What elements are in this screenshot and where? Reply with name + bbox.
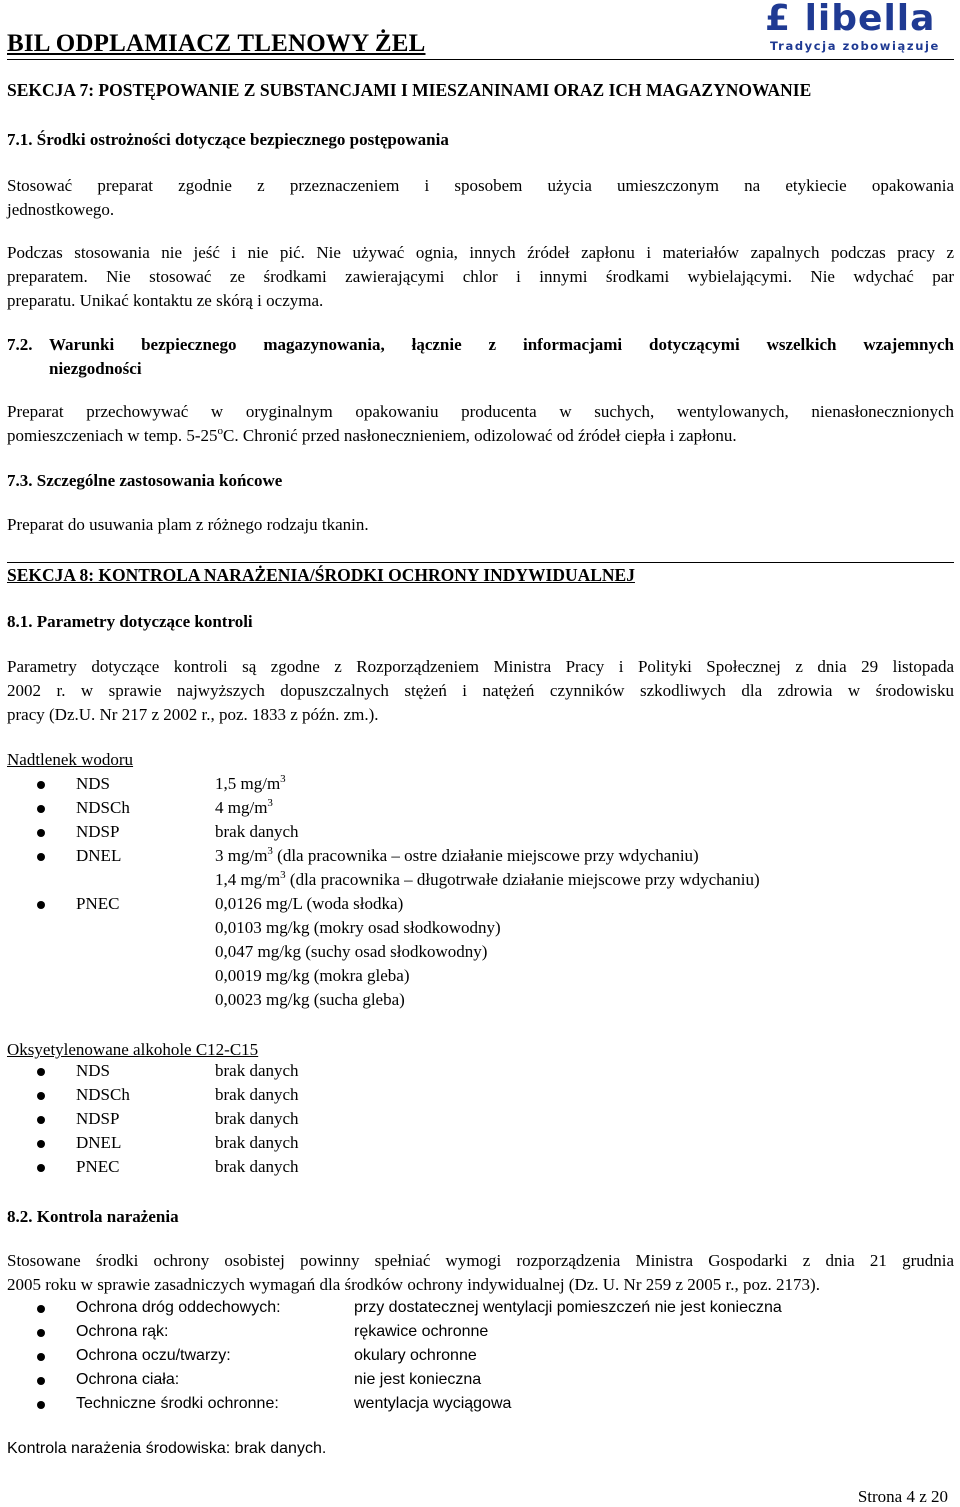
- substance-1-title: Nadtlenek wodoru: [7, 750, 134, 769]
- section-7-1-title: 7.1. Środki ostrożności dotyczące bezpiecznego postępowania: [7, 130, 449, 149]
- bullet-icon: [37, 1329, 45, 1337]
- bullet-icon: [37, 1164, 45, 1172]
- bullet-icon: [37, 781, 45, 789]
- document-page: BIL ODPLAMIACZ TLENOWY ŻEL £ libella Tradycja zobowiązuje SEKCJA 7: POSTĘPOWANIE Z SUBSTANCJAMI I MIESZANINAMI ORAZ ICH MAGAZYNOWANIE 7.1. Środki ostrożności dotyczące bezpiecznego postępowania Stosować preparat zgodnie z przeznaczeniem i sposobem użycia umieszczonym na etykiecie opakowania jednostkowego. Podczas stosowania nie jeść i nie pić. Nie używać ognia, innych źródeł zapłonu i materiałów zapalnych podczas pracy z preparatem. Nie stosować ze środkami zawierającymi chlor i innymi środkami wybielającymi. Nie wdychać par preparatu. Unikać kontaktu ze skórą i oczyma. 7.2. Warunki bezpiecznego magazynowania, łącznie z informacjami dotyczącymi wszelkich wzajemnych niezgodności Preparat przechowywać w oryginalnym opakowaniu producenta w suchych, wentylowanych, nienasłonecznionych pomieszczeniach w temp. 5-25$^o$C. Chronić przed nasłonecznieniem, odizolować od źródeł ciepła i zapłonu. 7.3. Szczególne zastosowania końcowe Preparat do usuwania plam z różnego rodzaju tkanin. SEKCJA 8: KONTROLA NARAŻENIA/ŚRODKI OCHRONY INDYWIDUALNEJ 8.1. Parametry dotyczące kontroli Parametry dotyczące kontroli są zgodne z Rozporządzeniem Ministra Pracy i Polityki Społecznej z dnia 29 listopada 2002 r. w sprawie najwyższych dopuszczalnych stężeń i natężeń czynników szkodliwych dla zdrowia w środowisku pracy (Dz.U. Nr 217 z 2002 r., poz. 1833 z późn. zm.). Nadtlenek wodoru NDS 1,5 $mg/m^3$ NDSCh 4 $mg/m^3$ NDSP brak danych DNEL 3 $mg/m^3$ (dla pracownika – ostre działanie miejscowe przy wdychaniu) 1,4 $mg/m^3$ (dla pracownika – długotrwałe działanie miejscowe przy wdychaniu) PNEC 0,0126 mg/L (woda słodka) 0,0103 mg/kg (mokry osad słodkowodny) 0,047 mg/kg (suchy osad słodkowodny) 0,0019 mg/kg (mokra gleba) 0,0023 mg/kg (sucha gleba) Oksyetylenowane alkohole C12-C15 NDS brak danych NDSCh brak danych NDSP brak danych DNEL brak danych PNEC brak danych 8.2. Kontrola narażenia Stosowane środki ochrony osobistej powinny spełniać wymogi rozporządzenia Ministra Gospodarki z dnia 21 grudnia 2005 roku w sprawie zasadniczych wymagań dla środków ochrony indywidualnej (Dz. U. Nr 259 z 2005 r., poz. 2173). Ochrona dróg oddechowych: przy dostatecznej wentylacji pomieszczeń nie jest konieczna Ochrona rąk: rękawice ochronne Ochrona oczu/twarzy: okulary ochronne Ochrona ciała: nie jest konieczna Techniczne środki ochronne: wentylacja wyciągowa Kontrola narażenia środowiska: brak danych. Strona 4 z 20: [7, 0, 954, 1506]
- section-8-1-paragraph-line-3: pracy (Dz.U. Nr 217 z 2002 r., poz. 1833 z późn. zm.).: [7, 705, 379, 724]
- bullet-icon: [37, 1377, 45, 1385]
- section-8-1-paragraph-line-2: 2002 r. w sprawie najwyższych dopuszczalnych stężeń i natężeń czynników szkodliwych dla zdrowia w środowisku: [7, 681, 954, 700]
- document-title: BIL ODPLAMIACZ TLENOWY ŻEL: [7, 30, 426, 57]
- logo-tagline: Tradycja zobowiązuje: [770, 39, 940, 53]
- section-8-2-title: 8.2. Kontrola narażenia: [7, 1207, 179, 1226]
- section-7-2-paragraph-line-2: pomieszczeniach w temp. 5-25$^o$C. Chronić przed nasłonecznieniem, odizolować od źródeł ciepła i zapłonu.: [7, 425, 737, 445]
- section-8-1-title: 8.1. Parametry dotyczące kontroli: [7, 612, 253, 631]
- section-7-3-title: 7.3. Szczególne zastosowania końcowe: [7, 471, 283, 490]
- section-7-2-paragraph-line-1: Preparat przechowywać w oryginalnym opakowaniu producenta w suchych, wentylowanych, nienasłonecznionych: [7, 402, 954, 421]
- section-7-1-paragraph-2-line-1: Podczas stosowania nie jeść i nie pić. Nie używać ognia, innych źródeł zapłonu i materiałów zapalnych podczas pracy z: [7, 243, 954, 262]
- bullet-icon: [37, 901, 45, 909]
- bullet-icon: [37, 1305, 45, 1313]
- page-number: Strona 4 z 20: [857, 1487, 948, 1506]
- section-7-2-number: 7.2.: [7, 335, 33, 354]
- libella-logo: [765, 0, 950, 54]
- bullet-icon: [37, 1353, 45, 1361]
- bullet-icon: [37, 1140, 45, 1148]
- bullet-icon: [37, 829, 45, 837]
- bullet-icon: [37, 1401, 45, 1409]
- substance-2-title: Oksyetylenowane alkohole C12-C15: [7, 1040, 259, 1059]
- logo-wordmark: £ libella: [765, 0, 936, 39]
- section-7-1-paragraph-1-line-1: Stosować preparat zgodnie z przeznaczeniem i sposobem użycia umieszczonym na etykiecie opakowania: [7, 176, 954, 195]
- section-7-3-paragraph: Preparat do usuwania plam z różnego rodzaju tkanin.: [7, 515, 369, 534]
- bullet-icon: [37, 1092, 45, 1100]
- bullet-icon: [37, 805, 45, 813]
- section-7-2-title-line-2: niezgodności: [49, 359, 142, 378]
- section-8-2-paragraph-line-1: Stosowane środki ochrony osobistej powinny spełniać wymogi rozporządzenia Ministra Gospodarki z dnia 21 grudnia: [7, 1251, 954, 1270]
- section-7-1-paragraph-1-line-2: jednostkowego.: [7, 200, 115, 219]
- section-7-1-paragraph-2-line-2: preparatem. Nie stosować ze środkami zawierającymi chlor i innymi środkami wybielającymi. Nie wdychać par: [7, 267, 954, 286]
- environment-exposure-note: Kontrola narażenia środowiska: brak danych.: [7, 1440, 327, 1457]
- section-7-1-paragraph-2-line-3: preparatu. Unikać kontaktu ze skórą i oczyma.: [7, 291, 324, 310]
- section-8-1-paragraph-line-1: Parametry dotyczące kontroli są zgodne z Rozporządzeniem Ministra Pracy i Polityki Społecznej z dnia 29 listopada: [7, 657, 954, 676]
- section-8-2-paragraph-line-2: 2005 roku w sprawie zasadniczych wymagań dla środków ochrony indywidualnej (Dz. U. Nr 259 z 2005 r., poz. 2173).: [7, 1275, 820, 1294]
- header-divider: [7, 59, 954, 60]
- section-7-heading: SEKCJA 7: POSTĘPOWANIE Z SUBSTANCJAMI I MIESZANINAMI ORAZ ICH MAGAZYNOWANIE: [7, 80, 812, 100]
- bullet-icon: [37, 1068, 45, 1076]
- section-7-2-title-line-1: Warunki bezpiecznego magazynowania, łącznie z informacjami dotyczącymi wszelkich wzajemnych: [49, 335, 954, 354]
- bullet-icon: [37, 853, 45, 861]
- section-8-heading: SEKCJA 8: KONTROLA NARAŻENIA/ŚRODKI OCHRONY INDYWIDUALNEJ: [7, 562, 954, 586]
- bullet-icon: [37, 1116, 45, 1124]
